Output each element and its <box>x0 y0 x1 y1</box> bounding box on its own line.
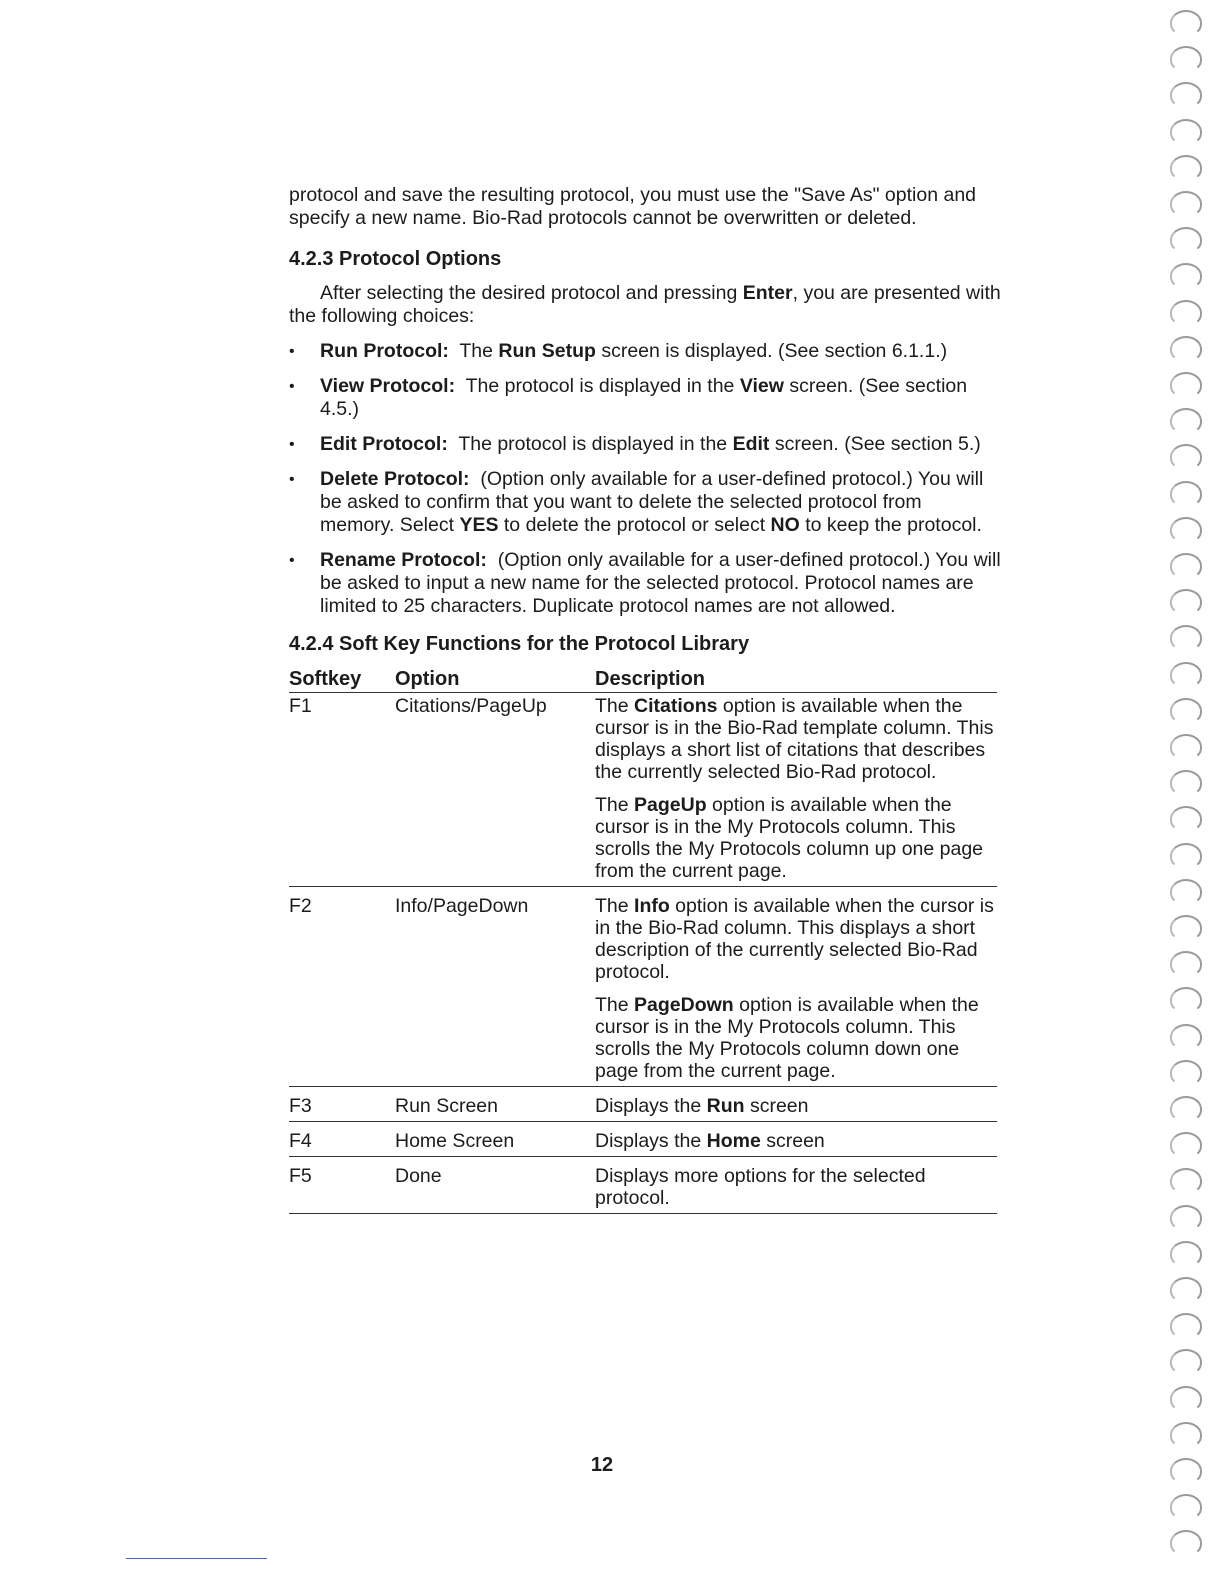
desc-text: Displays the <box>595 1130 707 1152</box>
lead-text: After selecting the desired protocol and pressing <box>320 282 743 304</box>
option-text: screen. (See section 4.5.) <box>320 375 968 420</box>
desc-bold: Info <box>634 895 670 917</box>
option-text: (Option only available for a user-defined protocol.) You will be asked to input a new name for the selected protocol. Protocol names are limited to 25 characters. Duplicate protocol names are not allowed. <box>320 549 1001 617</box>
binding-hole <box>1170 300 1202 326</box>
desc-text: screen <box>744 1095 809 1117</box>
description-cell <box>595 693 997 887</box>
column-header-option: Option <box>395 666 595 693</box>
section-heading-protocol-options: 4.2.3 Protocol Options <box>289 248 502 270</box>
option-cell: Citations/PageUp <box>395 693 595 887</box>
binding-hole <box>1170 1277 1202 1303</box>
desc-text: screen <box>760 1130 825 1152</box>
binding-hole <box>1170 1060 1202 1086</box>
binding-hole <box>1170 1168 1202 1194</box>
binding-hole <box>1170 1386 1202 1412</box>
binding-hole <box>1170 408 1202 434</box>
binding-hole <box>1170 1096 1202 1122</box>
softkey-cell: F4 <box>289 1122 395 1157</box>
intro-paragraph: protocol and save the resulting protocol, you must use the "Save As" option and specify a new name. Bio-Rad protocols cannot be overwritten or deleted. <box>289 184 977 229</box>
option-cell: Done <box>395 1157 595 1214</box>
binding-hole <box>1170 625 1202 651</box>
softkey-cell: F5 <box>289 1157 395 1214</box>
option-label: Run Protocol: <box>320 340 449 362</box>
option-bold: NO <box>770 514 800 536</box>
option-text: The protocol is displayed in the <box>458 433 733 455</box>
lead-bold: Enter <box>742 282 793 304</box>
binding-hole <box>1170 1458 1202 1484</box>
binding-hole <box>1170 734 1202 760</box>
description-paragraph <box>595 895 997 983</box>
option-text: (Option only available for a user-defined protocol.) You will be asked to confirm that you want to delete the selected protocol from memory. Select <box>320 468 984 536</box>
softkey-cell: F3 <box>289 1087 395 1122</box>
binding-hole <box>1170 191 1202 217</box>
binding-hole <box>1170 1494 1202 1520</box>
description-paragraph <box>595 994 997 1082</box>
binding-hole <box>1170 1241 1202 1267</box>
list-item-view-protocol <box>289 375 1001 421</box>
binding-hole <box>1170 770 1202 796</box>
binding-hole <box>1170 481 1202 507</box>
binding-hole <box>1170 987 1202 1013</box>
binding-hole <box>1170 951 1202 977</box>
binding-hole <box>1170 553 1202 579</box>
description-cell <box>595 1087 997 1122</box>
option-cell: Info/PageDown <box>395 887 595 1087</box>
softkey-cell: F1 <box>289 693 395 887</box>
scan-edge-line <box>126 1558 267 1559</box>
description-cell <box>595 887 997 1087</box>
binding-hole <box>1170 1132 1202 1158</box>
option-text: to delete the protocol or select <box>498 514 771 536</box>
bullet-icon: • <box>289 378 295 395</box>
binding-hole <box>1170 444 1202 470</box>
binding-hole <box>1170 1313 1202 1339</box>
page-number: 12 <box>590 1454 614 1476</box>
option-text: The <box>459 340 499 362</box>
binding-hole <box>1170 698 1202 724</box>
binding-hole <box>1170 119 1202 145</box>
bullet-icon: • <box>289 343 295 360</box>
table-header-row <box>289 666 997 693</box>
option-bold: View <box>739 375 784 397</box>
table-row <box>289 693 997 887</box>
bullet-icon: • <box>289 436 295 453</box>
list-item-edit-protocol <box>289 433 1001 456</box>
option-cell: Run Screen <box>395 1087 595 1122</box>
option-bold: Run Setup <box>498 340 596 362</box>
list-item-run-protocol <box>289 340 1001 363</box>
binding-hole <box>1170 879 1202 905</box>
list-item-delete-protocol <box>289 468 1001 537</box>
option-bold: Edit <box>732 433 770 455</box>
binding-hole <box>1170 263 1202 289</box>
description-paragraph <box>595 695 997 783</box>
desc-text: option is available when the cursor is in the My Protocols column. This scrolls the My Protocols column down one page from the current page. <box>595 994 979 1082</box>
binding-hole <box>1170 517 1202 543</box>
option-label: Edit Protocol: <box>320 433 448 455</box>
desc-text: The <box>595 895 635 917</box>
desc-bold: PageUp <box>634 794 707 816</box>
desc-bold: Home <box>706 1130 761 1152</box>
bullet-icon: • <box>289 471 295 488</box>
protocol-options-list <box>289 340 1001 618</box>
binding-hole <box>1170 10 1202 36</box>
description-paragraph <box>595 794 997 882</box>
option-label: Delete Protocol: <box>320 468 470 490</box>
option-text: screen is displayed. (See section 6.1.1.) <box>595 340 948 362</box>
binding-hole <box>1170 1024 1202 1050</box>
binding-hole <box>1170 1349 1202 1375</box>
binding-hole <box>1170 1530 1202 1556</box>
binding-hole <box>1170 806 1202 832</box>
binding-hole <box>1170 1205 1202 1231</box>
desc-text: The <box>595 794 635 816</box>
desc-text: option is available when the cursor is in the Bio-Rad column. This displays a short description of the currently selected Bio-Rad protocol. <box>595 895 994 983</box>
desc-bold: Citations <box>634 695 718 717</box>
binding-hole <box>1170 915 1202 941</box>
table-row <box>289 887 997 1087</box>
option-bold: YES <box>459 514 499 536</box>
spiral-binding-holes <box>1166 0 1206 1584</box>
binding-hole <box>1170 227 1202 253</box>
option-text: The protocol is displayed in the <box>465 375 740 397</box>
table-row <box>289 1122 997 1157</box>
desc-bold: PageDown <box>634 994 734 1016</box>
binding-hole <box>1170 372 1202 398</box>
desc-text: option is available when the cursor is in the My Protocols column. This scrolls the My Protocols column up one page from the current page. <box>595 794 984 882</box>
option-cell: Home Screen <box>395 1122 595 1157</box>
lead-text-end: , you are presented with the following choices: <box>289 282 1001 327</box>
table-row <box>289 1087 997 1122</box>
desc-text: The <box>595 695 635 717</box>
section-heading-soft-key-functions: 4.2.4 Soft Key Functions for the Protocol Library <box>289 633 750 655</box>
binding-hole <box>1170 82 1202 108</box>
softkey-cell: F2 <box>289 887 395 1087</box>
desc-text: The <box>595 994 635 1016</box>
option-label: Rename Protocol: <box>320 549 487 571</box>
binding-hole <box>1170 155 1202 181</box>
binding-hole <box>1170 843 1202 869</box>
protocol-options-lead <box>289 282 1001 328</box>
list-item-rename-protocol <box>289 549 1001 618</box>
column-header-description: Description <box>595 666 997 693</box>
description-cell <box>595 1122 997 1157</box>
desc-text: option is available when the cursor is in the Bio-Rad template column. This displays a short list of citations that describes the currently selected Bio-Rad protocol. <box>595 695 994 783</box>
option-label: View Protocol: <box>320 375 456 397</box>
binding-hole <box>1170 662 1202 688</box>
option-text: to keep the protocol. <box>799 514 982 536</box>
bullet-icon: • <box>289 552 295 569</box>
binding-hole <box>1170 46 1202 72</box>
table-row <box>289 1157 997 1214</box>
desc-bold: Run <box>706 1095 745 1117</box>
page-content <box>289 184 1001 1214</box>
desc-text: Displays the <box>595 1095 707 1117</box>
binding-hole <box>1170 589 1202 615</box>
description-cell <box>595 1157 997 1214</box>
option-text: screen. (See section 5.) <box>769 433 981 455</box>
column-header-softkey: Softkey <box>289 666 395 693</box>
binding-hole <box>1170 336 1202 362</box>
binding-hole <box>1170 1422 1202 1448</box>
soft-key-table <box>289 666 997 1214</box>
desc-text: Displays more options for the selected protocol. <box>595 1165 926 1209</box>
